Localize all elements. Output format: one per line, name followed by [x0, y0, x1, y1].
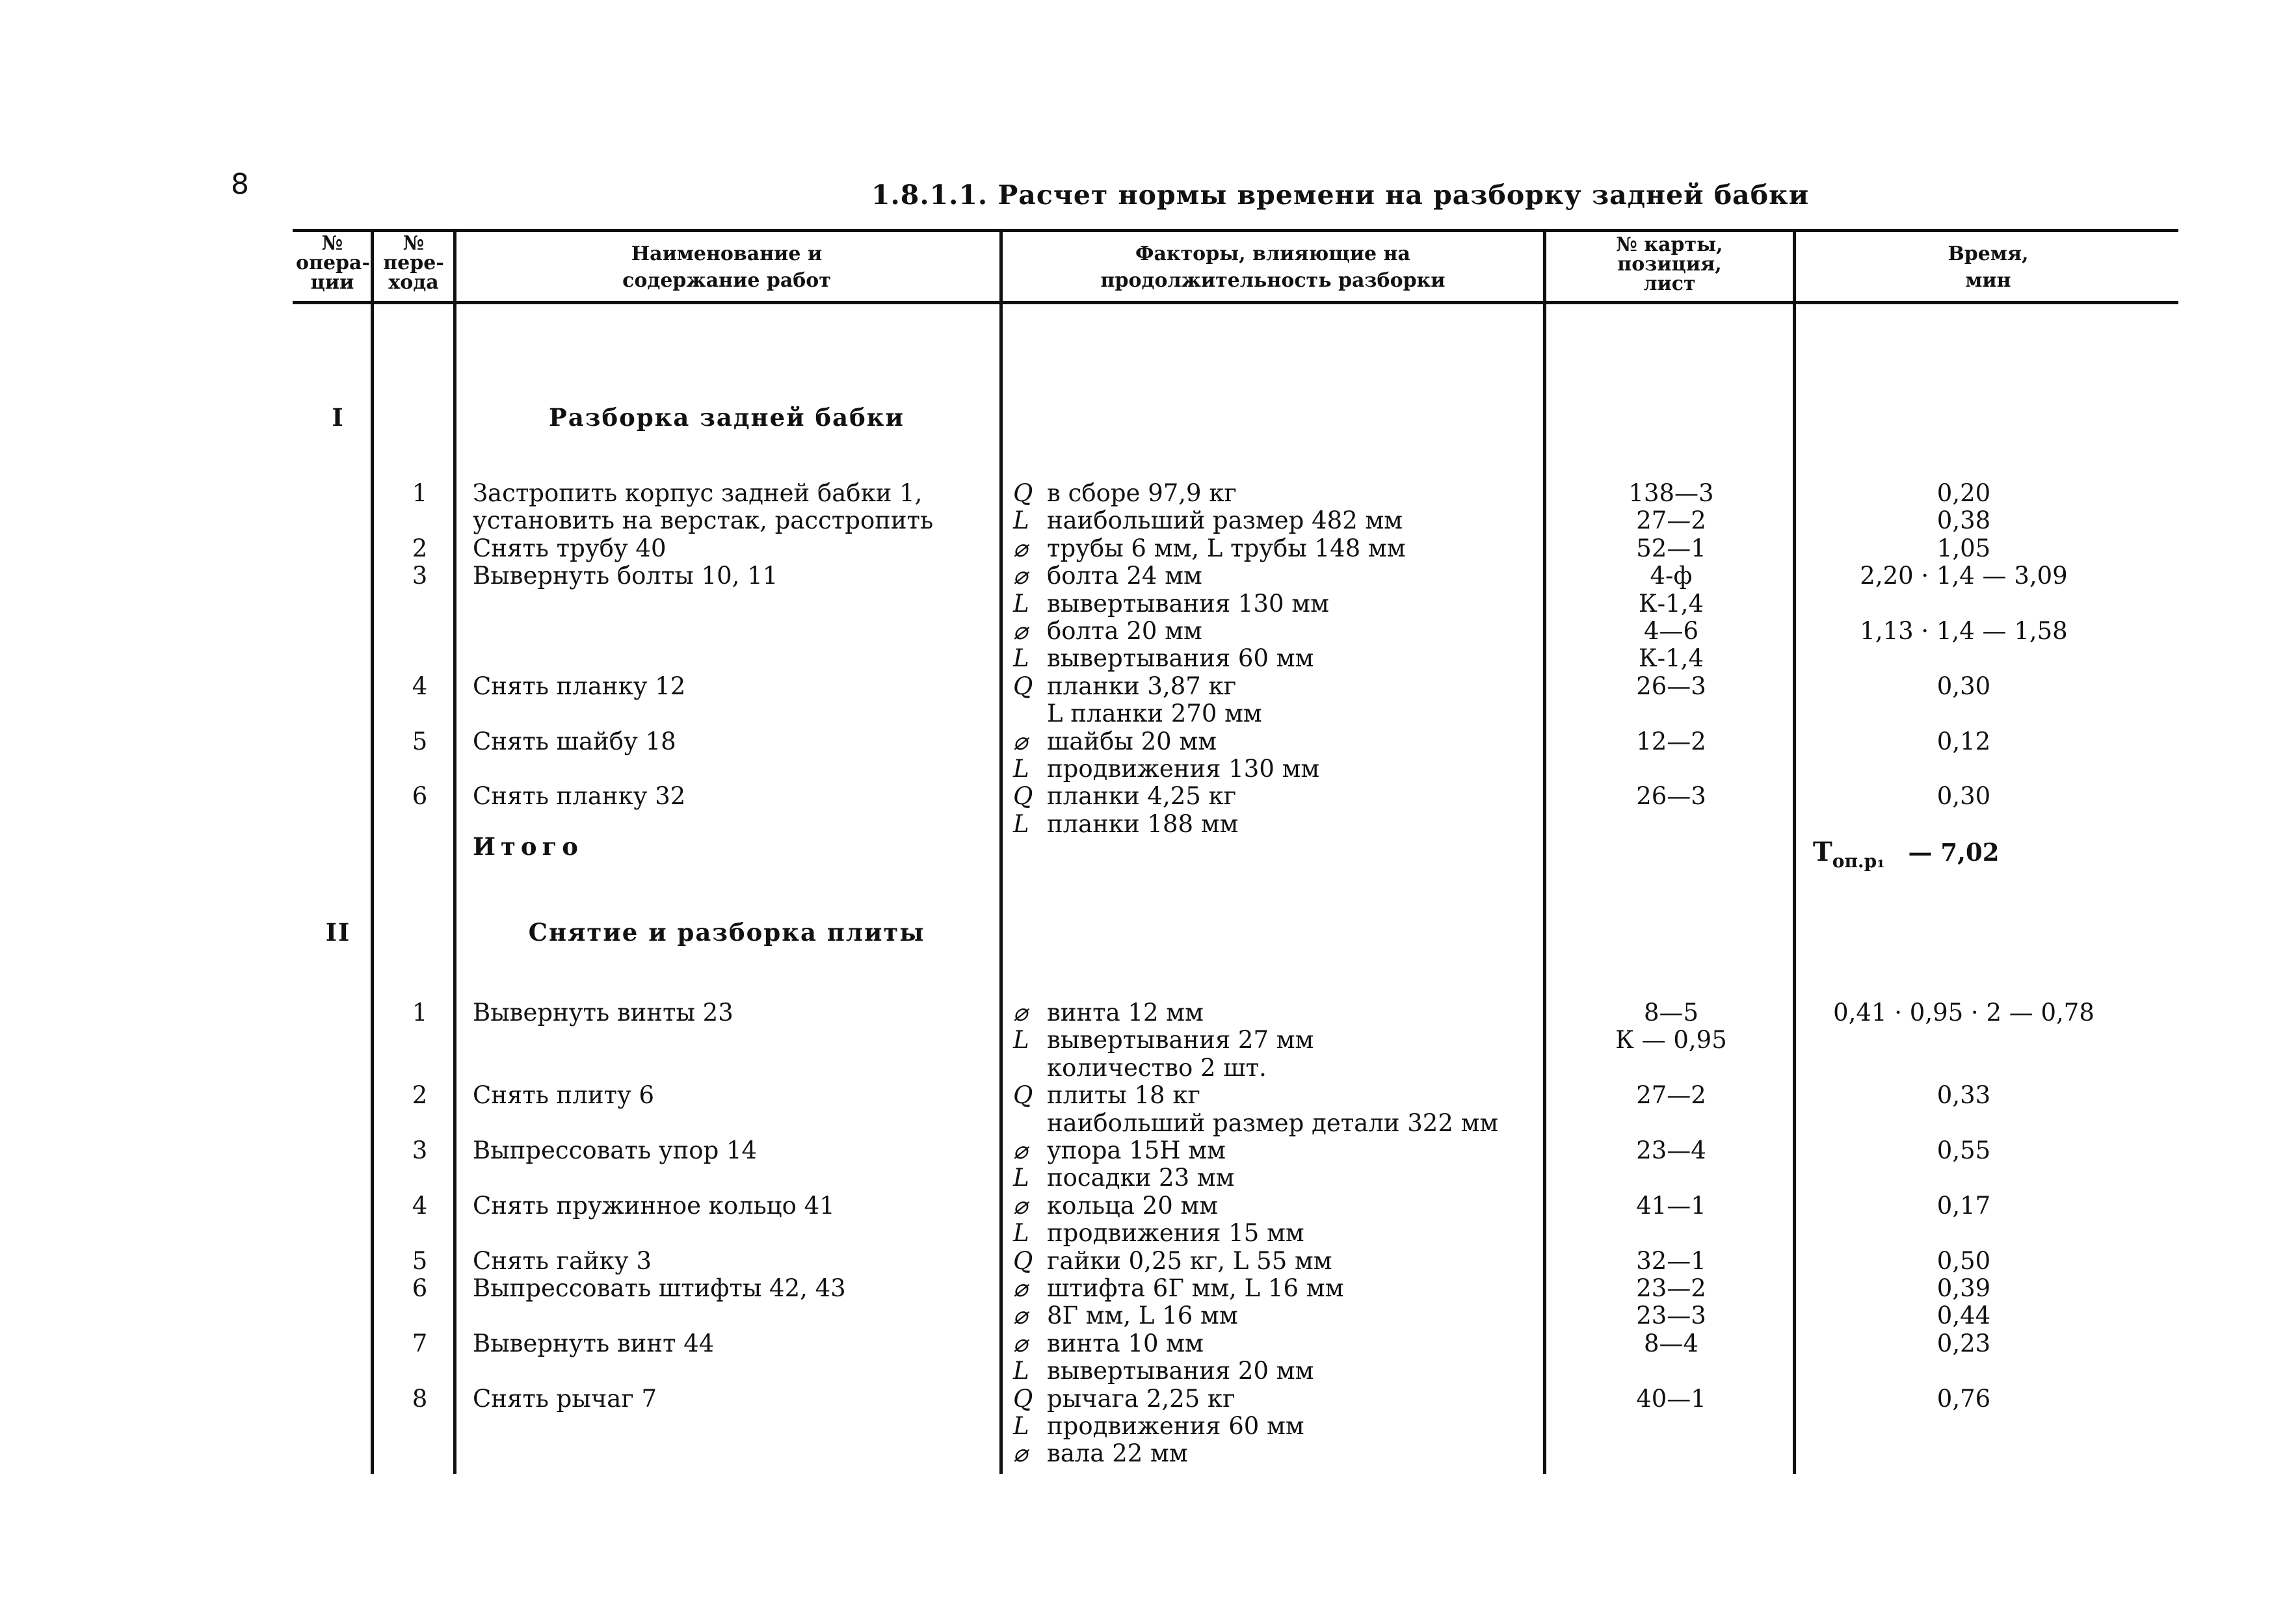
work-description: Снять плиту 6: [473, 1081, 655, 1110]
factor-cell: [1013, 700, 1262, 727]
transition-number: 3: [412, 562, 428, 590]
factor-cell: [1013, 1027, 1314, 1054]
factor-cell: [1013, 1220, 1304, 1247]
factor-text: болта 20 мм: [1047, 617, 1202, 645]
transition-number: 6: [412, 1274, 428, 1302]
transition-number: 1: [412, 479, 428, 507]
factor-symbol: ⌀: [1013, 1191, 1028, 1220]
time-value: 2,20 · 1,4 — 3,09: [1860, 562, 2068, 590]
header-card: № карты, позиция, лист: [1616, 233, 1723, 295]
time-value: 0,17: [1936, 1191, 1991, 1220]
total-label: Итого: [473, 832, 583, 861]
factor-text: посадки 23 мм: [1047, 1164, 1235, 1192]
factor-cell: [1013, 1302, 1238, 1329]
time-value: 0,55: [1936, 1136, 1991, 1164]
transition-number: 2: [412, 534, 428, 562]
header-transition-no: № пере- хода: [383, 232, 444, 294]
factor-symbol: Q: [1013, 782, 1033, 811]
card-reference: 27—2: [1636, 506, 1706, 535]
work-description: Снять рычаг 7: [473, 1384, 657, 1413]
factor-text: планки 4,25 кг: [1047, 782, 1237, 811]
factor-cell: [1013, 590, 1329, 618]
factor-cell: [1013, 755, 1319, 783]
time-value: 1,05: [1936, 534, 1991, 562]
card-reference: 23—2: [1636, 1274, 1706, 1302]
page-title: 1.8.1.1. Расчет нормы времени на разборку задней бабки: [871, 179, 1810, 211]
factor-text: продвижения 15 мм: [1047, 1219, 1304, 1248]
factor-symbol: ⌀: [1013, 534, 1028, 562]
factor-cell: [1013, 562, 1202, 590]
factor-symbol: L: [1013, 1412, 1029, 1440]
card-reference: 26—3: [1636, 782, 1706, 811]
factor-symbol: L: [1013, 755, 1029, 783]
factor-cell: [1013, 1440, 1188, 1467]
card-reference: 138—3: [1628, 479, 1714, 507]
factor-cell: [1013, 1385, 1235, 1413]
header-bottom-rule: [293, 301, 2178, 304]
card-reference: 4—6: [1643, 617, 1699, 645]
factor-text: гайки 0,25 кг, L 55 мм: [1047, 1246, 1332, 1275]
factor-symbol: ⌀: [1013, 727, 1028, 755]
factor-text: планки 3,87 кг: [1047, 672, 1237, 700]
factor-text: продвижения 60 мм: [1047, 1412, 1304, 1440]
factor-symbol: L: [1013, 809, 1029, 838]
factor-symbol: Q: [1013, 479, 1033, 507]
factor-cell: [1013, 1248, 1332, 1275]
transition-number: 1: [412, 999, 428, 1027]
factor-cell: [1013, 1330, 1204, 1357]
time-value: 0,23: [1936, 1329, 1991, 1357]
time-value: 0,33: [1936, 1081, 1991, 1110]
factor-cell: [1013, 1164, 1234, 1192]
work-description: Снять пружинное кольцо 41: [473, 1191, 835, 1220]
factor-cell: [1013, 811, 1238, 838]
factor-text: трубы 6 мм, L трубы 148 мм: [1047, 534, 1406, 562]
time-value: 0,41 · 0,95 · 2 — 0,78: [1833, 999, 2094, 1027]
factor-cell: [1013, 1192, 1218, 1220]
card-reference: 4-ф: [1650, 562, 1693, 590]
factor-symbol: Q: [1013, 672, 1033, 700]
card-reference: 23—4: [1636, 1136, 1706, 1164]
factor-text: вала 22 мм: [1047, 1439, 1188, 1468]
factor-symbol: ⌀: [1013, 1329, 1028, 1357]
card-reference: 23—3: [1636, 1302, 1706, 1330]
factor-text: болта 24 мм: [1047, 562, 1202, 590]
factor-symbol: ⌀: [1013, 1302, 1028, 1330]
total-value: $Т_{оп.р_1}$ — 7,02: [1813, 837, 2000, 872]
work-description: Снять гайку 3: [473, 1246, 652, 1275]
factor-text: рычага 2,25 кг: [1047, 1384, 1235, 1413]
transition-number: 3: [412, 1136, 428, 1164]
column-divider: [453, 229, 456, 1474]
factor-symbol: L: [1013, 589, 1029, 618]
factor-text: наибольший размер детали 322 мм: [1047, 1108, 1499, 1137]
time-value: 0,30: [1936, 672, 1991, 700]
factor-symbol: Q: [1013, 1081, 1033, 1110]
work-description: Снять шайбу 18: [473, 727, 676, 755]
factor-symbol: ⌀: [1013, 617, 1028, 645]
time-value: 1,13 · 1,4 — 1,58: [1860, 617, 2068, 645]
factor-text: 8Г мм, L 16 мм: [1047, 1302, 1238, 1330]
card-reference: 26—3: [1636, 672, 1706, 700]
time-value: 0,50: [1936, 1246, 1991, 1275]
factor-text: плиты 18 кг: [1047, 1081, 1200, 1110]
time-value: 0,39: [1936, 1274, 1991, 1302]
work-description: Выпрессовать упор 14: [473, 1136, 758, 1164]
factor-cell: [1013, 645, 1314, 672]
factor-cell: [1013, 1110, 1498, 1137]
factor-text: вывертывания 20 мм: [1047, 1357, 1314, 1385]
work-description: Застропить корпус задней бабки 1,: [473, 479, 923, 507]
work-description: Вывернуть болты 10, 11: [473, 562, 778, 590]
section-title: Разборка задней бабки: [549, 403, 905, 432]
factor-text: штифта 6Г мм, L 16 мм: [1047, 1274, 1344, 1302]
factor-text: упора 15Н мм: [1047, 1136, 1226, 1164]
factor-cell: [1013, 480, 1237, 507]
time-value: 0,12: [1936, 727, 1991, 755]
factor-symbol: ⌀: [1013, 1274, 1028, 1302]
factor-cell: [1013, 1357, 1314, 1385]
header-work-name: Наименование и содержание работ: [622, 242, 831, 293]
header-factors: Факторы, влияющие на продолжительность разборки: [1100, 242, 1446, 293]
work-description: Выпрессовать штифты 42, 43: [473, 1274, 846, 1302]
factor-text: L планки 270 мм: [1047, 700, 1262, 728]
card-reference: К-1,4: [1639, 589, 1704, 618]
factor-symbol: ⌀: [1013, 999, 1028, 1027]
factor-cell: [1013, 783, 1236, 810]
factor-cell: [1013, 535, 1405, 562]
factor-cell: [1013, 728, 1217, 755]
card-reference: 40—1: [1636, 1384, 1706, 1413]
factor-symbol: L: [1013, 1357, 1029, 1385]
factor-symbol: L: [1013, 1026, 1029, 1054]
factor-text: винта 12 мм: [1047, 999, 1204, 1027]
factor-cell: [1013, 1413, 1304, 1440]
transition-number: 4: [412, 1191, 428, 1220]
factor-text: наибольший размер 482 мм: [1047, 506, 1403, 535]
time-value: 0,38: [1936, 506, 1991, 535]
factor-text: шайбы 20 мм: [1047, 727, 1217, 755]
card-reference: 32—1: [1636, 1246, 1706, 1275]
factor-text: планки 188 мм: [1047, 809, 1239, 838]
factor-cell: [1013, 507, 1403, 534]
transition-number: 4: [412, 672, 428, 700]
factor-cell: [1013, 673, 1236, 700]
factor-text: количество 2 шт.: [1047, 1053, 1267, 1082]
factor-symbol: ⌀: [1013, 562, 1028, 590]
work-description: Вывернуть винт 44: [473, 1329, 715, 1357]
card-reference: 52—1: [1636, 534, 1706, 562]
time-value: 0,20: [1936, 479, 1991, 507]
transition-number: 7: [412, 1329, 428, 1357]
column-divider: [371, 229, 374, 1474]
factor-text: вывертывания 27 мм: [1047, 1026, 1314, 1054]
card-reference: 12—2: [1636, 727, 1706, 755]
factor-symbol: Q: [1013, 1246, 1033, 1275]
header-time: Время, мин: [1948, 242, 2029, 293]
factor-cell: [1013, 618, 1202, 645]
work-description: Снять планку 12: [473, 672, 686, 700]
transition-number: 5: [412, 1246, 428, 1275]
factor-cell: [1013, 1275, 1343, 1302]
transition-number: 5: [412, 727, 428, 755]
work-description: установить на верстак, расстропить: [473, 506, 934, 535]
factor-symbol: L: [1013, 1164, 1029, 1192]
factor-symbol: L: [1013, 644, 1029, 673]
header-op-no: № опера- ции: [296, 232, 370, 294]
card-reference: К-1,4: [1639, 644, 1704, 673]
work-description: Снять планку 32: [473, 782, 686, 811]
column-divider: [1543, 229, 1546, 1474]
factor-text: вывертывания 60 мм: [1047, 644, 1314, 673]
factor-cell: [1013, 1054, 1267, 1082]
factor-symbol: L: [1013, 1219, 1029, 1248]
factor-cell: [1013, 1137, 1226, 1164]
transition-number: 8: [412, 1384, 428, 1413]
factor-text: вывертывания 130 мм: [1047, 589, 1329, 618]
section-title: Снятие и разборка плиты: [528, 918, 925, 947]
factor-text: продвижения 130 мм: [1047, 755, 1320, 783]
card-reference: 41—1: [1636, 1191, 1706, 1220]
factor-cell: [1013, 1082, 1200, 1109]
factor-text: в сборе 97,9 кг: [1047, 479, 1237, 507]
table-top-rule: [293, 229, 2178, 232]
transition-number: 2: [412, 1081, 428, 1110]
card-reference: 27—2: [1636, 1081, 1706, 1110]
page-number: 8: [231, 168, 249, 201]
factor-symbol: ⌀: [1013, 1136, 1028, 1164]
factor-symbol: Q: [1013, 1384, 1033, 1413]
section-op-number: I: [332, 403, 345, 432]
work-description: Вывернуть винты 23: [473, 999, 733, 1027]
transition-number: 6: [412, 782, 428, 811]
factor-symbol: L: [1013, 506, 1029, 535]
factor-text: кольца 20 мм: [1047, 1191, 1219, 1220]
time-value: 0,76: [1936, 1384, 1991, 1413]
factor-cell: [1013, 999, 1204, 1027]
column-divider: [999, 229, 1003, 1474]
card-reference: 8—4: [1643, 1329, 1699, 1357]
time-value: 0,30: [1936, 782, 1991, 811]
work-description: Снять трубу 40: [473, 534, 667, 562]
card-reference: К — 0,95: [1615, 1026, 1727, 1054]
factor-text: винта 10 мм: [1047, 1329, 1204, 1357]
time-value: 0,44: [1936, 1302, 1991, 1330]
section-op-number: II: [325, 918, 351, 947]
factor-symbol: ⌀: [1013, 1439, 1028, 1468]
card-reference: 8—5: [1643, 999, 1699, 1027]
